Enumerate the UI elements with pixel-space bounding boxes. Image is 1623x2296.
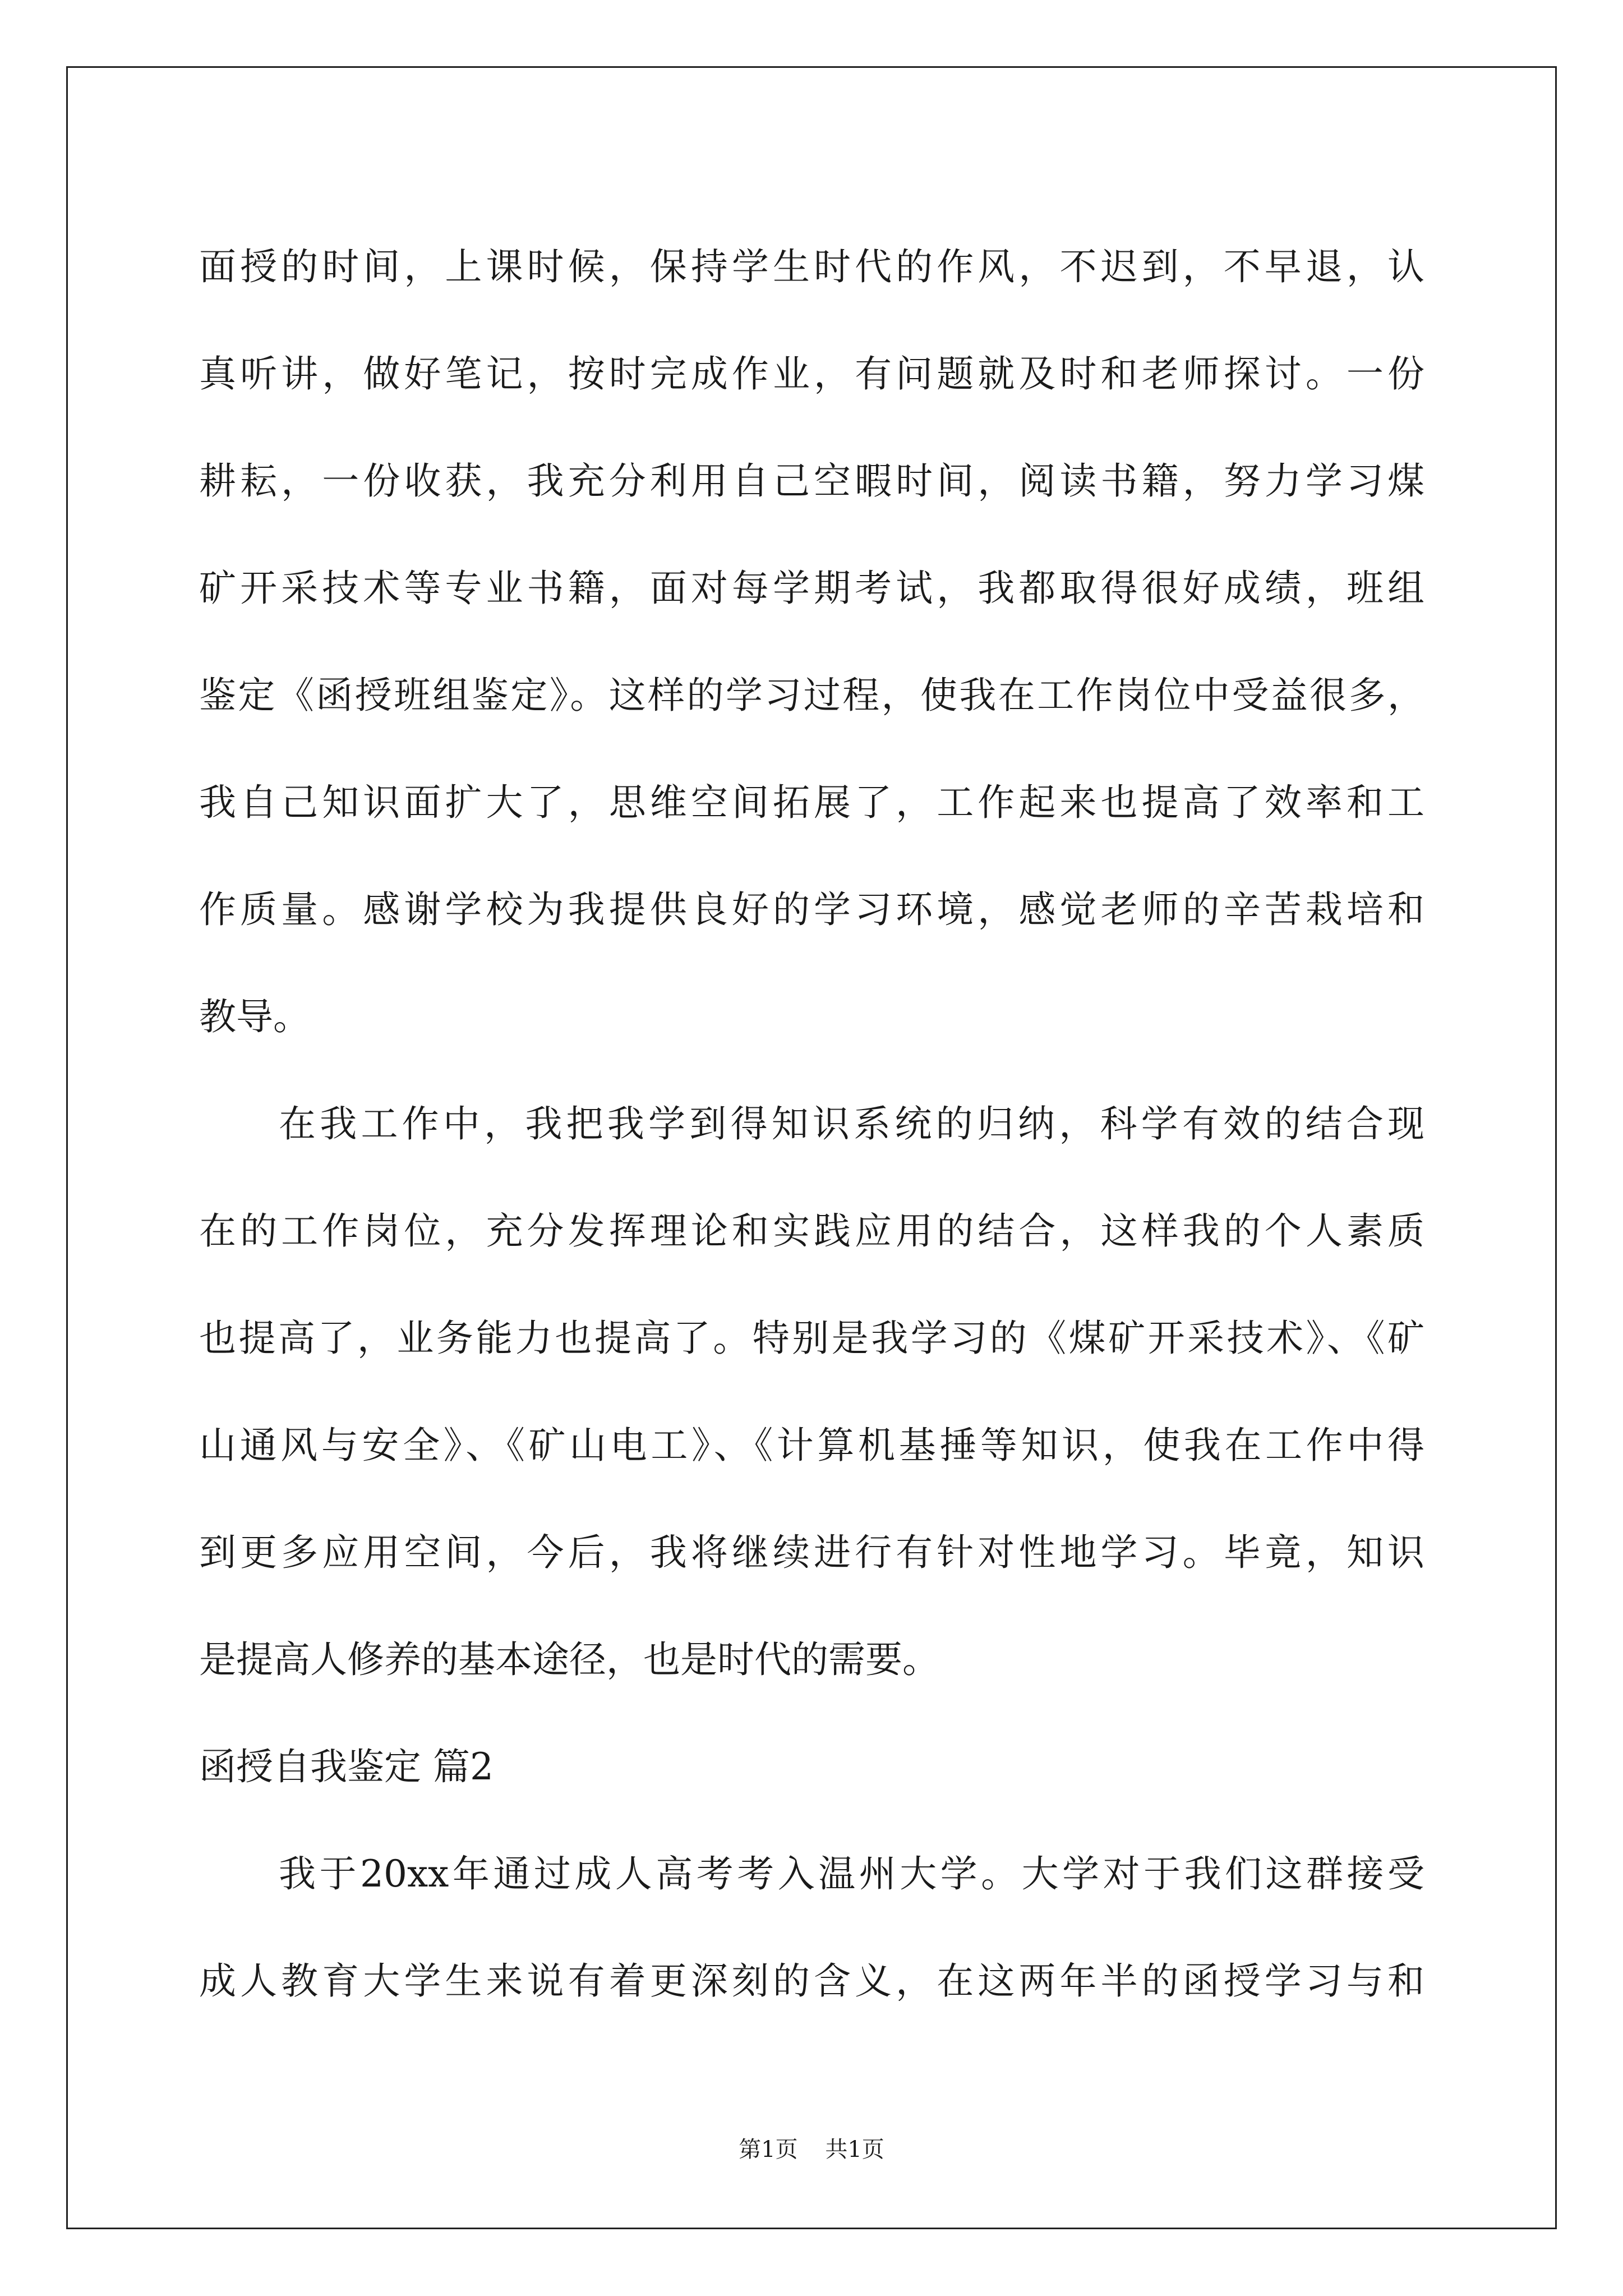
text-line: 耕耘，一份收获，我充分利用自己空暇时间，阅读书籍，努力学习煤 [199, 459, 1424, 503]
text-line: 矿开采技术等专业书籍，面对每学期考试，我都取得很好成绩，班组 [199, 567, 1424, 610]
text-line: 成人教育大学生来说有着更深刻的含义，在这两年半的函授学习与和 [199, 1959, 1424, 2003]
page-total: 共1页 [825, 2137, 884, 2162]
text-line: 真听讲，做好笔记，按时完成作业，有问题就及时和老师探讨。一份 [199, 352, 1424, 395]
text-line: 也提高了，业务能力也提高了。特别是我学习的《煤矿开采技术》、《矿 [199, 1317, 1424, 1360]
text-line: 作质量。感谢学校为我提供良好的学习环境，感觉老师的辛苦栽培和 [199, 888, 1424, 931]
text-line: 我自己知识面扩大了，思维空间拓展了，工作起来也提高了效率和工 [199, 781, 1424, 824]
text-line: 我于20xx年通过成人高考考入温州大学。大学对于我们这群接受 [279, 1852, 1424, 1895]
document-body [199, 213, 1424, 2035]
section-heading: 函授自我鉴定 篇2 [199, 1745, 494, 1788]
text-line: 到更多应用空间，今后，我将继续进行有针对性地学习。毕竟，知识 [199, 1531, 1424, 1574]
text-line: 教导。 [199, 995, 310, 1038]
text-line: 在的工作岗位，充分发挥理论和实践应用的结合，这样我的个人素质 [199, 1209, 1424, 1253]
text-line: 山通风与安全》、《矿山电工》、《计算机基捶等知识，使我在工作中得 [199, 1424, 1424, 1467]
text-line: 鉴定《函授班组鉴定》。这样的学习过程，使我在工作岗位中受益很多， [199, 674, 1424, 717]
text-line: 面授的时间，上课时候，保持学生时代的作风，不迟到，不早退，认 [199, 245, 1424, 288]
text-line: 在我工作中，我把我学到得知识系统的归纳，科学有效的结合现 [279, 1102, 1424, 1145]
text-line: 是提高人修养的基本途径，也是时代的需要。 [199, 1638, 939, 1681]
page-footer [0, 2132, 1623, 2164]
page-number: 第1页 [739, 2137, 798, 2162]
